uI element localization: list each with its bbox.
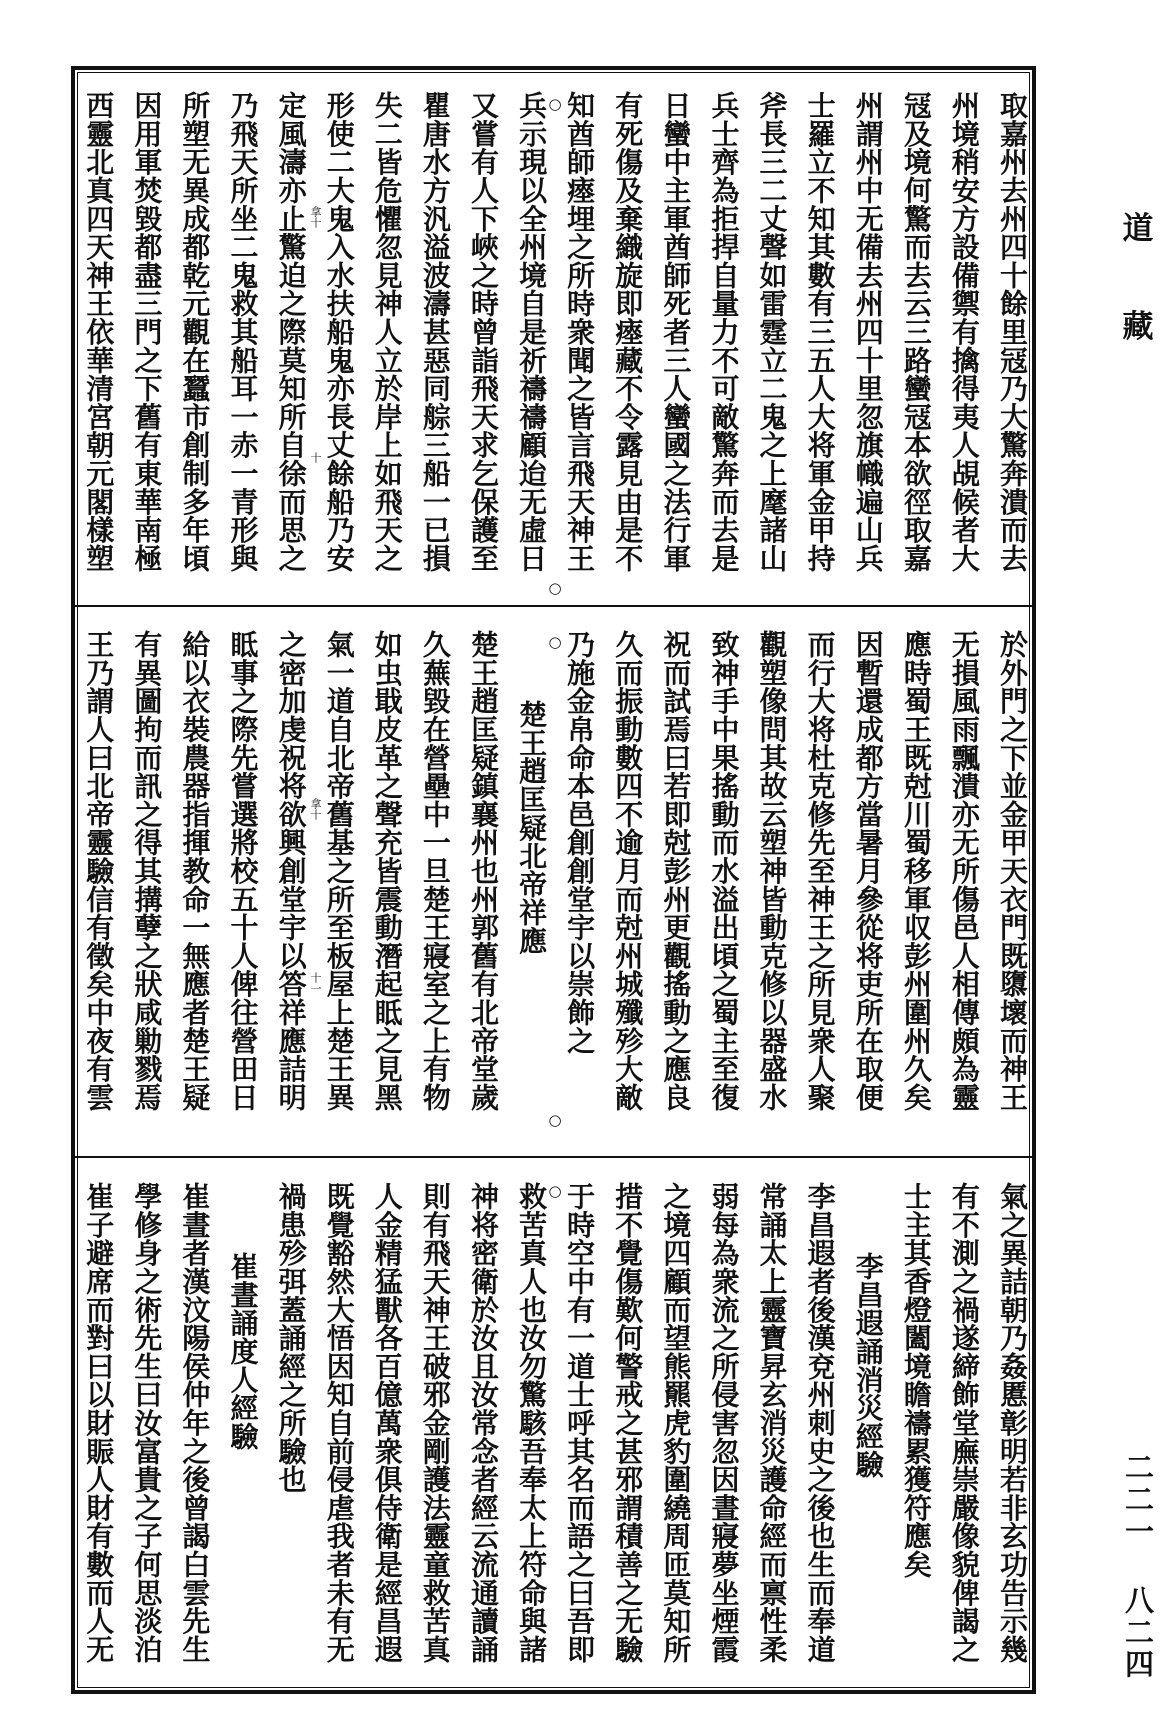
folio-mark: 拿十	[309, 206, 322, 228]
text-column: 士主其香燈闔境瞻禱累獲符應矣	[899, 1182, 933, 1579]
text-column: 致神手中果搖動而水溢出頃之蜀主至復	[707, 630, 741, 1112]
text-column: 人金精猛獸各百億萬衆俱侍衛是經昌遐	[370, 1182, 404, 1664]
page-number: 二二一 八二四	[1121, 1452, 1155, 1681]
text-column: 斧長三二丈聲如雷霆立二鬼之上麾諸山	[755, 91, 789, 573]
section-mark-circle: ○	[548, 1182, 562, 1200]
section-mark-circle: ○	[548, 95, 562, 113]
text-column: 乃飛天所坐二鬼救其船耳一赤一青形與	[226, 91, 260, 573]
text-column: 氣一道自北帝舊基之所至板屋上楚王異	[322, 630, 356, 1112]
text-column: 弱每為衆流之所侵害忽因晝寢夢坐煙霞	[707, 1182, 741, 1664]
folio-mark: 十一	[309, 972, 322, 994]
text-column: 既覺豁然大悟因知自前侵虐我者未有无	[322, 1182, 356, 1664]
text-column: 州境稍安方設備禦有擒得夷人覘候者大	[947, 91, 981, 573]
text-column: 則有飛天神王破邪金剛護法靈童救苦真	[418, 1182, 452, 1664]
text-column: 定風濤亦止驚迫之際莫知所自徐而思之	[274, 91, 308, 573]
text-column: 如虫戢皮革之聲充皆震動潛起眡之見黑	[370, 630, 404, 1112]
text-column: 州謂州中无備去州四十里忽旗幟遍山兵	[851, 91, 885, 573]
text-column: 崔晝者漢汶陽侯仲年之後曾謁白雲先生	[178, 1182, 212, 1664]
text-column: 眡事之際先嘗選將校五十人俾往營田日	[226, 630, 260, 1112]
folio-mark: 十	[309, 452, 322, 463]
text-column: 乃施金帛命本邑創創堂宇以崇飾之	[563, 630, 597, 1055]
text-column: 李昌遐者後漢兗州刺史之後也生而奉道	[803, 1182, 837, 1664]
section-title: 楚王趙匡疑北帝祥應	[515, 700, 549, 955]
text-column: 无損風雨飄潰亦无所傷邑人相傳頗為靈	[947, 630, 981, 1112]
register-top	[74, 69, 1036, 605]
text-column: 王乃謂人曰北帝靈驗信有徵矣中夜有雲	[82, 630, 116, 1112]
section-title: 崔晝誦度人經驗	[226, 1252, 260, 1451]
text-column: 兵示現以全州境自是祈禱禱顧迨无虛日	[515, 91, 549, 573]
text-column: 知酋師瘞埋之所時衆聞之皆言飛天神王	[563, 91, 597, 573]
text-column: 之境四顧而望熊羆虎豹圍繞周匝莫知所	[659, 1182, 693, 1664]
margin-label-dao: 道	[1122, 211, 1154, 247]
text-column: 救苦真人也汝勿驚駭吾奉太上符命與諸	[515, 1182, 549, 1664]
text-column: 有死傷及棄織旋即瘞藏不令露見由是不	[611, 91, 645, 573]
section-mark-circle: ○	[548, 1111, 562, 1129]
text-column: 士羅立不知其數有三五人大将軍金甲持	[803, 91, 837, 573]
register-middle	[74, 607, 1036, 1156]
margin-label-zang: 藏	[1122, 309, 1154, 345]
section-mark-circle: ○	[548, 633, 562, 651]
text-column: 久蕪毀在營壘中一旦楚王寢室之上有物	[418, 630, 452, 1112]
text-column: 應時蜀王既尅川蜀移軍収彭州圍州久矣	[899, 630, 933, 1112]
register-bottom	[74, 1158, 1036, 1692]
text-column: 因用軍焚毀都盡三門之下舊有東華南極	[130, 91, 164, 573]
text-column: 失二皆危懼忽見神人立於岸上如飛天之	[370, 91, 404, 573]
folio-mark: 拿十	[309, 798, 322, 820]
text-column: 禍患殄弭蓋誦經之所驗也	[274, 1182, 308, 1494]
text-column: 又嘗有人下峽之時曾詣飛天求乞保護至	[466, 91, 500, 573]
text-column: 神将密衛於汝且汝常念者經云流通讀誦	[466, 1182, 500, 1664]
text-column: 有異圖拘而訊之得其搆孽之狀咸勦戮焉	[130, 630, 164, 1112]
text-column: 之密加虔祝将欲興創堂宇以答祥應詰明	[274, 630, 308, 1112]
text-column: 冦及境何驚而去云三路蠻冦本欲徑取嘉	[899, 91, 933, 573]
section-title: 李昌遐誦消災經驗	[851, 1252, 885, 1479]
text-column: 久而振動數四不逾月而尅州城殲殄大敵	[611, 630, 645, 1112]
text-column: 于時空中有一道士呼其名而語之曰吾即	[563, 1182, 597, 1664]
text-column: 而行大将杜克修先至神王之所見衆人聚	[803, 630, 837, 1112]
text-column: 楚王趙匡疑鎮襄州也州郭舊有北帝堂歲	[466, 630, 500, 1112]
text-column: 形使二大鬼入水扶船鬼亦長丈餘船乃安	[322, 91, 356, 573]
text-column: 瞿唐水方汎溢波濤甚惡同䑸三船一已損	[418, 91, 452, 573]
text-column: 所塑无異成都乾元觀在蠶市創制多年頃	[178, 91, 212, 573]
text-column: 措不覺傷歎何警戒之甚邪謂積善之无驗	[611, 1182, 645, 1664]
section-mark-circle: ○	[548, 579, 562, 597]
text-column: 祝而試焉曰若即尅彭州更觀搖動之應良	[659, 630, 693, 1112]
text-column: 日蠻中主軍酋師死者三人蠻國之法行軍	[659, 91, 693, 573]
text-column: 西靈北真四天神王依華清宮朝元閣樣塑	[82, 91, 116, 573]
text-column: 有不測之禍遂締飾堂廡崇嚴像貌俾謁之	[947, 1182, 981, 1664]
text-column: 崔子避席而對曰以財賑人財有數而人无	[82, 1182, 116, 1664]
text-column: 常誦太上靈寶昇玄消災護命經而禀性柔	[755, 1182, 789, 1664]
text-column: 給以衣裝農器指揮教命一無應者楚王疑	[178, 630, 212, 1112]
text-column: 因暫還成都方當暑月參從将吏所在取便	[851, 630, 885, 1112]
text-column: 觀塑像問其故云塑神皆動克修以器盛水	[755, 630, 789, 1112]
text-column: 兵士齊為拒捍自量力不可敵驚奔而去是	[707, 91, 741, 573]
text-column: 氣之異詰朝乃姦慝彰明若非玄功告示幾	[996, 1182, 1029, 1664]
text-column: 於外門之下並金甲天衣門既隳壞而神王	[996, 630, 1029, 1112]
text-column: 學修身之術先生曰汝富貴之子何思淡泊	[130, 1182, 164, 1664]
text-column: 取嘉州去州四十餘里冦乃大驚奔潰而去	[996, 91, 1029, 573]
